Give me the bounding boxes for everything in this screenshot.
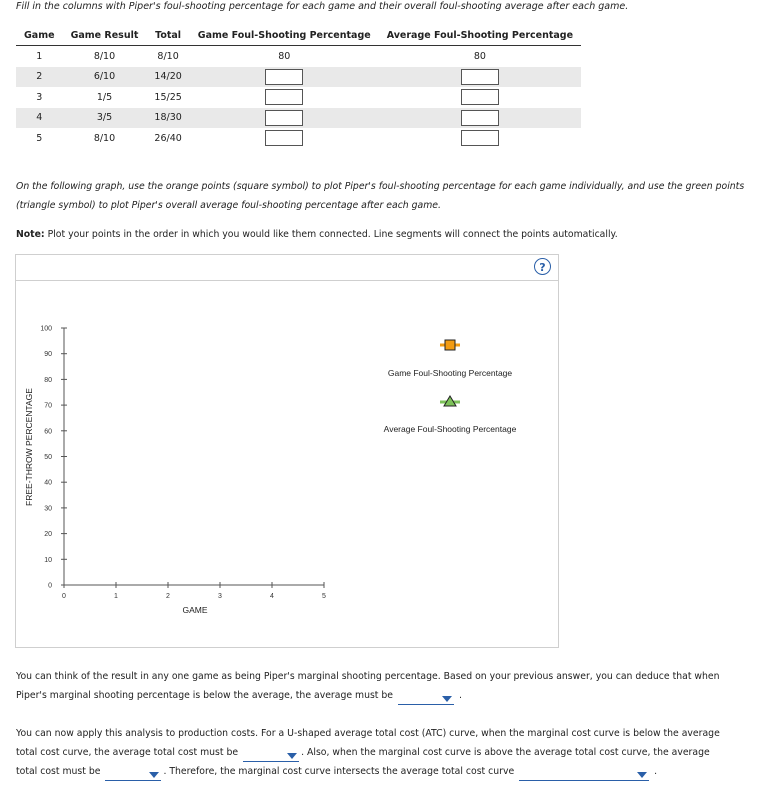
chevron-down-icon <box>442 696 452 702</box>
header-game-result: Game Result <box>63 27 147 46</box>
q2-text-1: You can now apply this analysis to production costs. For a U-shaped average total cost (ATC) curve, when the marginal cost curve is below the average <box>16 728 720 739</box>
q1-end: . <box>458 690 462 701</box>
x-tick-label: 2 <box>166 593 170 600</box>
chart-svg <box>16 255 558 647</box>
cell-total: 8/10 <box>157 50 179 62</box>
help-icon[interactable]: ? <box>534 258 551 275</box>
avg-pct-input-5[interactable] <box>461 130 499 146</box>
y-tick-label: 10 <box>44 556 52 564</box>
cell-total: 26/40 <box>154 132 182 144</box>
chevron-down-icon <box>149 772 159 778</box>
y-tick-label: 70 <box>44 402 52 410</box>
x-tick-label: 1 <box>114 593 118 600</box>
question-1 <box>16 667 751 705</box>
y-tick-label: 20 <box>44 531 52 539</box>
y-tick-label: 100 <box>40 325 52 333</box>
cell-result: 8/10 <box>93 132 116 144</box>
header-total: Total <box>146 27 189 46</box>
q2-dropdown-2[interactable] <box>105 769 161 781</box>
y-tick-label: 40 <box>44 479 52 487</box>
table-row <box>16 67 581 88</box>
graph-panel[interactable] <box>15 254 559 648</box>
cell-result: 6/10 <box>63 67 147 88</box>
note <box>16 225 746 244</box>
q1-text-2: Piper's marginal shooting percentage is below the average, the average must be <box>16 690 394 701</box>
header-game-pct: Game Foul-Shooting Percentage <box>190 27 379 46</box>
y-axis-label: FREE-THROW PERCENTAGE <box>24 388 34 506</box>
cell-game: 4 <box>16 108 63 129</box>
table-row <box>16 46 581 67</box>
y-tick-label: 90 <box>44 351 52 359</box>
x-tick-label: 4 <box>270 593 274 600</box>
cell-total: 15/25 <box>154 91 182 103</box>
x-axis-label: GAME <box>182 605 208 615</box>
y-tick-label: 50 <box>44 454 52 461</box>
cell-result: 1/5 <box>96 91 113 103</box>
cell-result: 3/5 <box>63 108 147 129</box>
cell-game: 3 <box>36 91 43 103</box>
orange-square-icon <box>445 340 455 350</box>
y-tick-label: 30 <box>44 505 52 513</box>
x-tick-label: 3 <box>218 593 222 600</box>
cell-game-pct: 80 <box>278 50 291 62</box>
cell-game: 1 <box>36 50 43 62</box>
avg-pct-input-3[interactable] <box>461 89 499 105</box>
q2-dropdown-3[interactable] <box>519 769 649 781</box>
x-tick-label: 0 <box>62 593 66 600</box>
header-game: Game <box>16 27 63 46</box>
header-avg-pct: Average Foul-Shooting Percentage <box>379 27 581 46</box>
legend-avg-pct-tool[interactable] <box>384 396 517 434</box>
x-tick-label: 5 <box>322 593 326 600</box>
legend-avg-pct-label: Average Foul-Shooting Percentage <box>383 424 517 434</box>
table-row <box>16 87 581 108</box>
table-row <box>16 128 581 149</box>
graph-instructions: On the following graph, use the orange points (square symbol) to plot Piper's foul-shooting percentage for each game individually, and use the green points (triangle symbol) to plot Piper's overall average foul-shooting percentage after each game. <box>16 181 745 211</box>
note-label: Note: <box>16 229 45 240</box>
chevron-down-icon <box>287 753 297 759</box>
legend-game-pct-tool[interactable] <box>388 340 513 378</box>
q2-end: . <box>654 766 658 777</box>
cell-total: 18/30 <box>146 108 189 129</box>
table-header-row <box>16 27 581 46</box>
q1-dropdown[interactable] <box>398 693 454 705</box>
q1-text-1: You can think of the result in any one game as being Piper's marginal shooting percentage. Based on your previous answer, you can deduce that when <box>16 671 720 682</box>
game-pct-input-3[interactable] <box>265 89 303 105</box>
q2-text-3: . Also, when the marginal cost curve is above the average total cost curve, the average <box>301 747 710 758</box>
q2-dropdown-1[interactable] <box>243 750 299 762</box>
cell-game: 2 <box>16 67 63 88</box>
avg-pct-input-2[interactable] <box>461 69 499 85</box>
avg-pct-input-4[interactable] <box>461 110 499 126</box>
y-tick-label: 0 <box>48 582 52 590</box>
legend-game-pct-label: Game Foul-Shooting Percentage <box>387 368 513 378</box>
scores-table <box>16 27 581 149</box>
cell-game: 5 <box>36 132 43 144</box>
q2-text-5: . Therefore, the marginal cost curve intersects the average total cost curve <box>163 766 515 777</box>
cell-total: 14/20 <box>146 67 189 88</box>
game-pct-input-5[interactable] <box>265 130 303 146</box>
cell-avg-pct: 80 <box>473 50 486 62</box>
intro-text: Fill in the columns with Piper's foul-shooting percentage for each game and their overall foul-shooting average after each game. <box>16 1 629 12</box>
game-pct-input-4[interactable] <box>265 110 303 126</box>
chevron-down-icon <box>637 772 647 778</box>
y-tick-label: 60 <box>44 428 52 436</box>
question-2 <box>16 724 756 781</box>
cell-result: 8/10 <box>93 50 116 62</box>
y-tick-label: 80 <box>44 376 52 384</box>
q2-text-2: total cost curve, the average total cost must be <box>16 747 239 758</box>
q2-text-4: total cost must be <box>16 766 101 777</box>
table-row <box>16 108 581 129</box>
note-text: Plot your points in the order in which you would like them connected. Line segments will connect the points automatically. <box>44 229 618 240</box>
game-pct-input-2[interactable] <box>265 69 303 85</box>
